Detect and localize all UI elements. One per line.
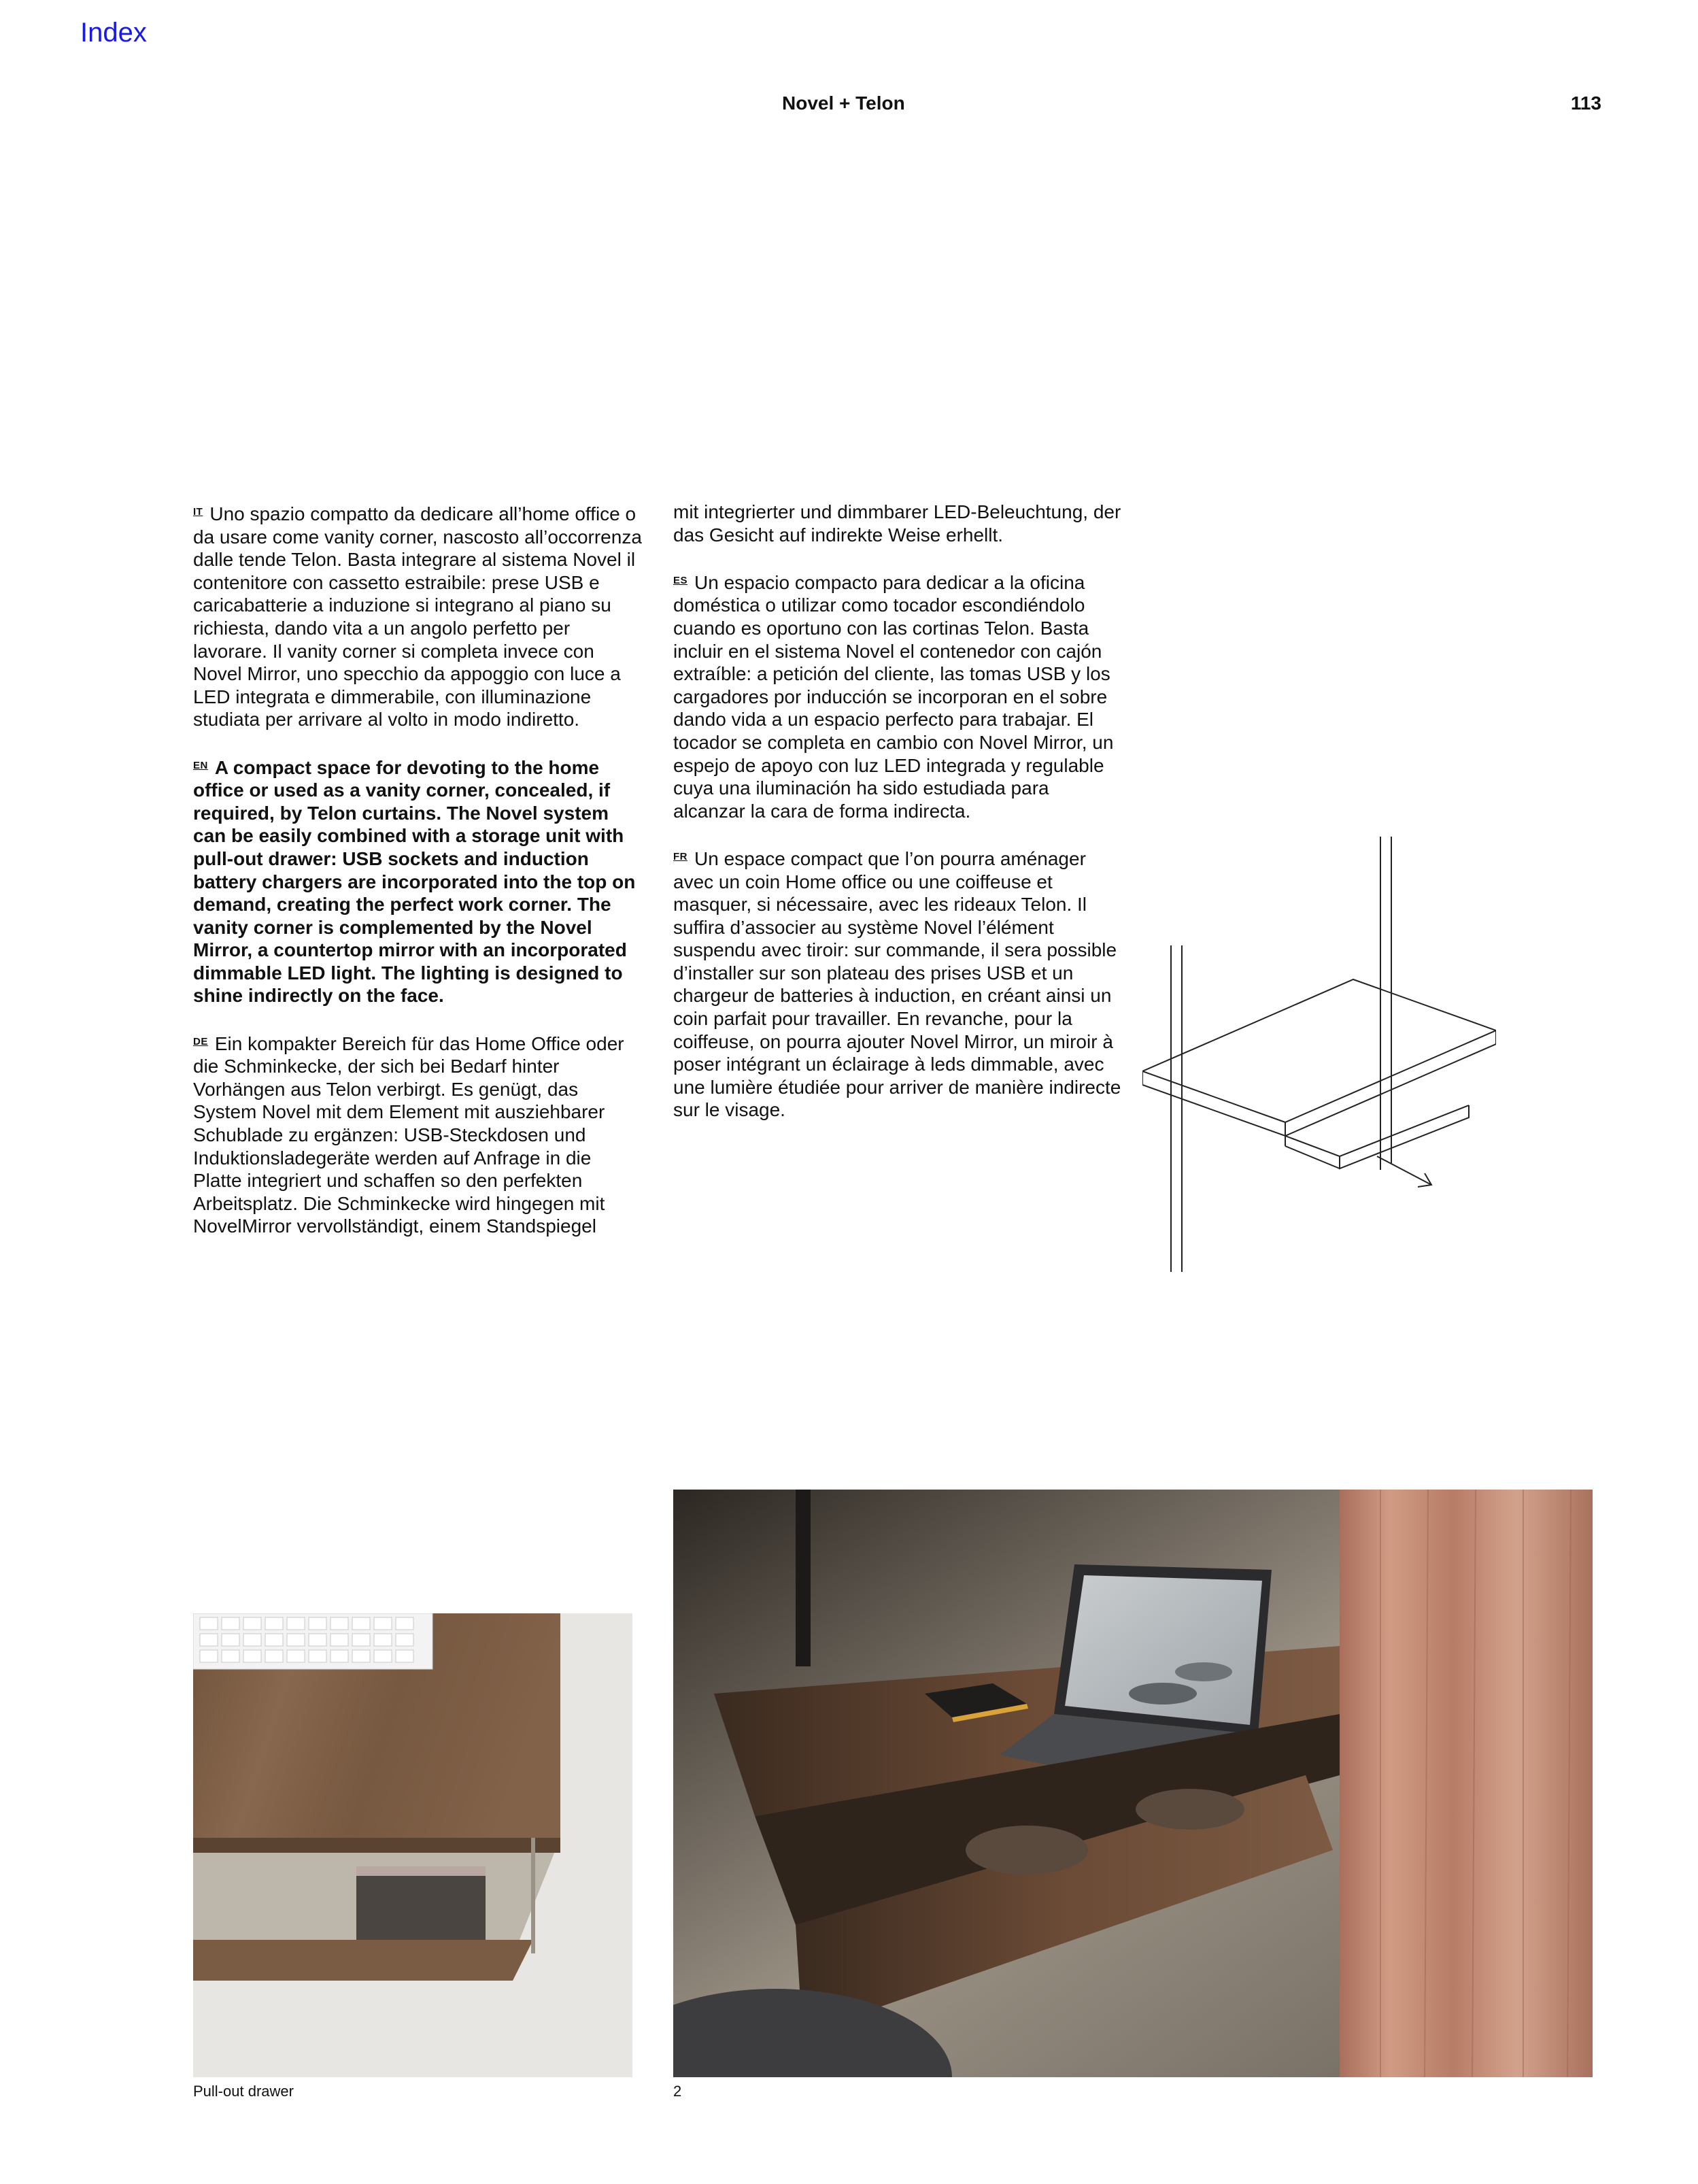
paragraph-de bbox=[193, 1030, 642, 1238]
text-column-1 bbox=[193, 501, 642, 1261]
body-es: Un espacio compacto para dedicar a la oficina doméstica o utilizar como tocador escondiéndolo cuando es oportuno con las cortinas Telon. Basta incluir en el sistema Novel el contenedor con cajón extraíble: a petición del cliente, las tomas USB y los cargadores por inducción se incorporan en el sobre dando vida a un espacio perfecto para trabajar. El tocador se completa en cambio con Novel Mirror, un espejo de apoyo con luz LED integrada y regulable cuya una iluminación ha sido estudiada para alcanzar la cara de forma indirecta. bbox=[673, 571, 1114, 822]
body-de: Ein kompakter Bereich für das Home Office oder die Schminkecke, der sich bei Bedarf hinter Vorhängen aus Telon verbirgt. Es genügt, das System Novel mit dem Element mit ausziehbarer Schublade zu ergänzen: USB-Steckdosen und Induktionsladegeräte werden auf Anfrage in die Platte integriert und schaffen so den perfekten Arbeitsplatz. Die Schminkecke wird hingegen mit NovelMirror vervollständigt, einem Standspiegel bbox=[193, 1032, 624, 1237]
desk-scene-illustration bbox=[673, 1490, 1593, 2077]
drawer-closeup-illustration bbox=[193, 1613, 632, 2077]
caption-pull-out-drawer: Pull-out drawer bbox=[193, 2083, 294, 2100]
lang-tag-en: EN bbox=[193, 759, 208, 771]
lang-tag-es: ES bbox=[673, 574, 688, 586]
paragraph-it bbox=[193, 501, 642, 731]
paragraph-en bbox=[193, 754, 642, 1008]
text-column-2 bbox=[673, 501, 1122, 1145]
paragraph-fr bbox=[673, 845, 1122, 1122]
lang-tag-it: IT bbox=[193, 506, 203, 518]
paragraph-de-continuation bbox=[673, 501, 1122, 546]
photo-desk-with-laptop bbox=[673, 1490, 1593, 2077]
caption-photo-2: 2 bbox=[673, 2083, 682, 2100]
body-fr: Un espace compact que l’on pourra aménager avec un coin Home office ou une coiffeuse et masquer, si nécessaire, avec les rideaux Telon. Il suffira d’associer au système Novel l’élément suspendu avec tiroir: sur commande, il sera possible d’installer sur son plateau des prises USB et un chargeur de batteries à induction, en créant ainsi un coin parfait pour travailler. En revanche, pour la coiffeuse, on pourra ajouter Novel Mirror, un miroir à poser intégrant un éclairage à leds dimmable, avec une lumière étudiée pour arriver de manière indirecte sur le visage. bbox=[673, 847, 1121, 1121]
page-number: 113 bbox=[1570, 93, 1601, 114]
body-de-continuation: mit integrierter und dimmbarer LED-Beleuchtung, der das Gesicht auf indirekte Weise erhellt. bbox=[673, 501, 1121, 545]
lang-tag-fr: FR bbox=[673, 850, 687, 862]
paragraph-es bbox=[673, 569, 1122, 823]
body-en: A compact space for devoting to the home office or used as a vanity corner, concealed, if required, by Telon curtains. The Novel system can be easily combined with a storage unit with pull-out drawer: USB sockets and induction battery chargers are incorporated into the top on demand, creating the perfect work corner. The vanity corner is complemented by the Novel Mirror, a countertop mirror with an incorporated dimmable LED light. The lighting is designed to shine indirectly on the face. bbox=[193, 756, 636, 1007]
body-it: Uno spazio compatto da dedicare all’home office o da usare come vanity corner, nascosto all’occorrenza dalle tende Telon. Basta integrare al sistema Novel il contenitore con cassetto estraibile: prese USB e caricabatterie a induzione si integrano al piano su richiesta, dando vita a un angolo perfetto per lavorare. Il vanity corner si completa invece con Novel Mirror, uno specchio da appoggio con luce a LED integrata e dimmerabile, con illuminazione studiata per arrivare al volto in modo indiretto. bbox=[193, 503, 642, 730]
lang-tag-de: DE bbox=[193, 1035, 208, 1047]
index-link[interactable]: Index bbox=[80, 18, 147, 48]
drawer-line-drawing bbox=[1142, 837, 1496, 1272]
photo-pull-out-drawer bbox=[193, 1613, 632, 2077]
running-title: Novel + Telon bbox=[782, 93, 905, 114]
